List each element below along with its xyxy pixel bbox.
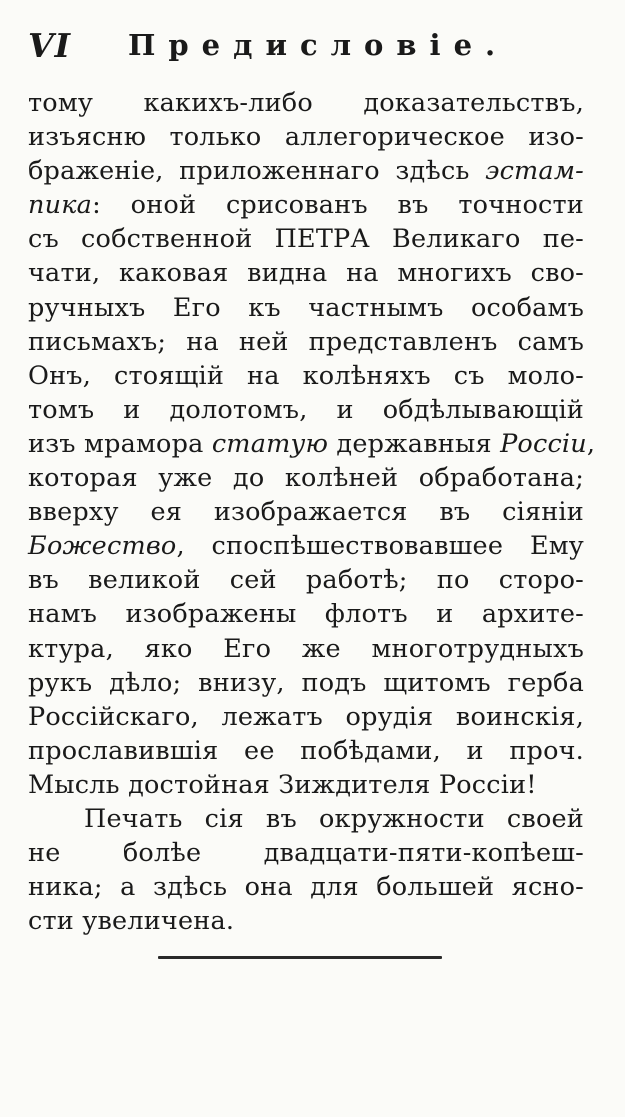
text-line bbox=[28, 904, 584, 938]
text-line bbox=[28, 222, 584, 256]
text-line bbox=[28, 495, 584, 529]
text-segment: браженіе, приложеннаго здѣсь bbox=[28, 156, 486, 187]
text-line bbox=[28, 461, 584, 495]
text-segment: Печать сія въ окружности своей bbox=[84, 803, 584, 834]
text-segment: державныя bbox=[328, 428, 501, 459]
text-segment: ктура, яко Его же многотрудныхъ bbox=[28, 633, 584, 664]
text-segment: ручныхъ Его къ частнымъ особамъ bbox=[28, 292, 584, 323]
text-segment: ника; а здѣсь она для большей ясно- bbox=[28, 872, 584, 903]
text-segment: вверху ея изображается въ сіяніи bbox=[28, 497, 584, 528]
text-segment: съ собственной ПЕТРА Великаго пе- bbox=[28, 224, 584, 255]
text-line bbox=[28, 700, 584, 734]
text-segment: , споспѣшествовавшее Ему bbox=[176, 531, 584, 562]
text-segment: Россійскаго, лежатъ орудія воинскія, bbox=[28, 701, 584, 732]
running-title: Предисловіе. bbox=[128, 28, 509, 62]
text-segment: письмахъ; на ней представленъ самъ bbox=[28, 326, 584, 357]
text-line bbox=[28, 802, 584, 836]
page-header bbox=[28, 26, 598, 76]
text-line bbox=[28, 734, 584, 768]
text-line bbox=[28, 86, 584, 120]
text-segment: изъясню только аллегорическое изо- bbox=[28, 122, 584, 153]
text-line bbox=[28, 427, 596, 461]
text-segment: сти увеличена. bbox=[28, 906, 235, 937]
text-line bbox=[28, 393, 584, 427]
closing-rule bbox=[158, 956, 442, 959]
italic-text-segment: статую bbox=[211, 428, 329, 459]
text-segment: въ великой сей работѣ; по сторо- bbox=[28, 565, 584, 596]
text-line bbox=[28, 666, 584, 700]
text-line bbox=[28, 359, 584, 393]
text-segment: чати, каковая видна на многихъ сво- bbox=[28, 258, 584, 289]
italic-text-segment: Божество bbox=[28, 531, 177, 562]
text-segment: , bbox=[586, 428, 596, 459]
text-segment: Мысль достойная Зиждителя Россіи! bbox=[28, 769, 537, 800]
text-line bbox=[28, 836, 584, 870]
text-segment: Онъ, стоящій на колѣняхъ съ моло- bbox=[28, 360, 584, 391]
italic-text-segment: эстам- bbox=[485, 156, 584, 187]
text-line bbox=[28, 120, 584, 154]
text-segment: рукъ дѣло; внизу, подъ щитомъ герба bbox=[28, 667, 584, 698]
text-segment: томъ и долотомъ, и обдѣлывающій bbox=[28, 394, 584, 425]
text-line bbox=[28, 563, 584, 597]
text-segment: : оной срисованъ въ точности bbox=[92, 190, 584, 221]
text-segment: прославившія ее побѣдами, и проч. bbox=[28, 735, 584, 766]
text-line bbox=[28, 325, 584, 359]
italic-text-segment: пика bbox=[28, 190, 93, 221]
text-segment: изъ мрамора bbox=[28, 428, 212, 459]
text-segment: тому какихъ-либо доказательствъ, bbox=[28, 88, 584, 118]
body-text bbox=[28, 86, 596, 938]
page-number: VI bbox=[28, 26, 72, 65]
text-line bbox=[28, 870, 584, 904]
text-segment: намъ изображены флотъ и архите- bbox=[28, 599, 584, 630]
text-line bbox=[28, 188, 584, 222]
text-line bbox=[28, 632, 584, 666]
text-segment: которая уже до колѣней обработана; bbox=[28, 463, 584, 494]
text-line bbox=[28, 597, 584, 631]
text-line bbox=[28, 256, 584, 290]
text-line bbox=[28, 529, 584, 563]
text-line bbox=[28, 291, 584, 325]
text-line bbox=[28, 768, 584, 802]
italic-text-segment: Россіи bbox=[500, 428, 587, 459]
text-line bbox=[28, 154, 584, 188]
text-segment: не болѣе двадцати-пяти-копѣеш- bbox=[28, 838, 584, 869]
